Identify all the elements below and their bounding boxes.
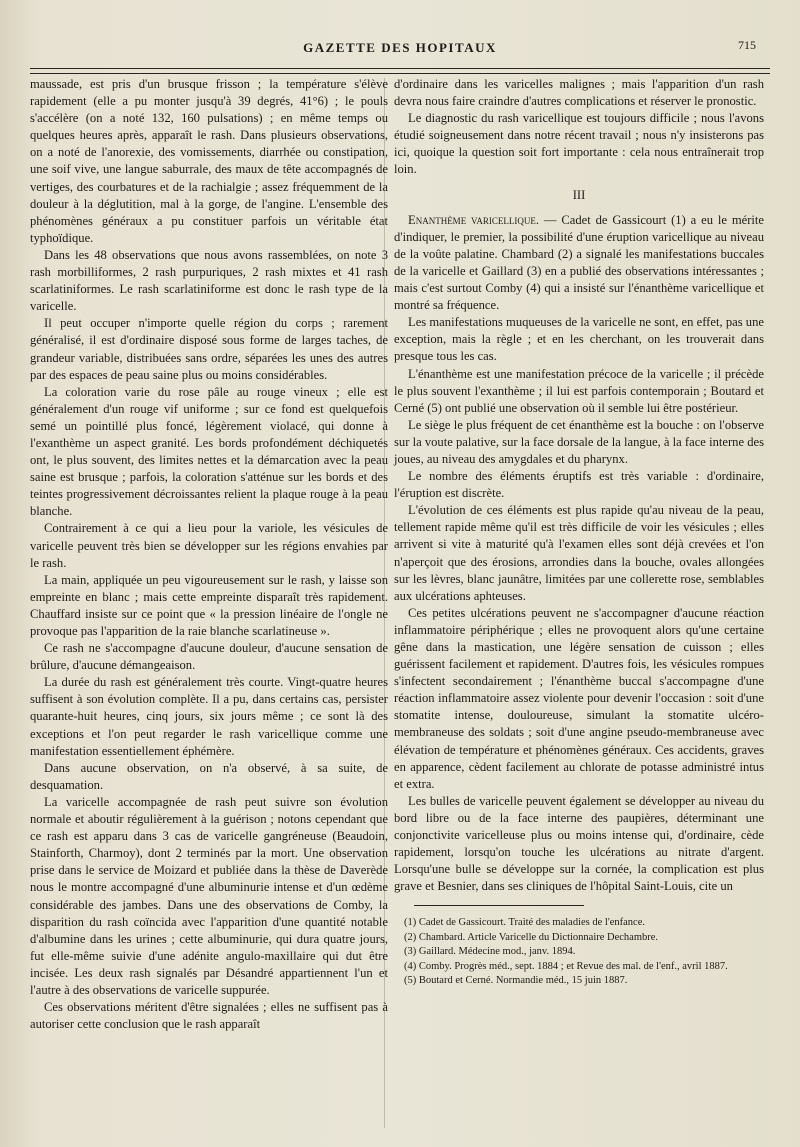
paragraph: Le nombre des éléments éruptifs est très variable : d'ordinaire, l'éruption est discrète. — [394, 469, 764, 501]
paragraph: Les manifestations muqueuses de la varicelle ne sont, en effet, pas une exception, mais la règle ; et en les cherchant, on les trouverait dans presque tous les cas. — [394, 315, 764, 364]
paragraph: Dans aucune observation, on n'a observé, à sa suite, de desquamation. — [30, 760, 388, 792]
footnotes — [394, 916, 764, 989]
paragraph: Les bulles de varicelle peuvent également se développer au niveau du bord libre ou de la face interne des paupières, déterminant une conjonctivite varicelleuse plus ou moins intense qui, d'ordinaire, cède rapidement, lorsqu'on touche les ulcérations au nitrate d'argent. Lorsqu'une bulle se développe sur la cornée, la complication est plus grave et Besnier, dans ses cliniques de l'hôpital Saint-Louis, cite un — [394, 793, 764, 894]
paragraph: L'évolution de ces éléments est plus rapide qu'au niveau de la peau, tellement rapide même qu'il est très difficile de voir les vésicules ; elles arrivent si vite à maturité qu'à l'examen elles sont déjà crevées et l'on n'aperçoit que des érosions, arrondies dans la bouche, ovales allongées sur les lèvres, blanc jaunâtre, limitées par une collerette rose, semblables aux ulcérations aphteuses. — [394, 503, 764, 603]
paragraph: Ces petites ulcérations peuvent ne s'accompagner d'aucune réaction inflammatoire périphérique ; elles ne provoquent alors qu'une certaine gêne dans la mastication, une légère sensation de cuisson ; elles guérissent facilement et rapidement. D'autres fois, les vésicules rompues s'infectent secondairement ; l'énanthème buccal s'accompagne d'une réaction inflammatoire assez violente pour devenir l'occasion : soit d'une stomatite intense, douloureuse, simulant la stomatite ulcéro-membraneuse des soldats ; soit d'une angine pseudo-membraneuse avec élévation de température et phénomènes généraux. Ces accidents, graves en apparence, cèdent facilement au chlorate de potasse administré intus et extra. — [394, 605, 764, 791]
section-first-paragraph — [394, 212, 764, 315]
left-column — [30, 76, 388, 1033]
paragraph: La varicelle accompagnée de rash peut suivre son évolution normale et aboutir régulièrement à la guérison ; notons cependant que ce rash est apparu dans 3 cas de varicelle gangréneuse (Beaudoin, Stainforth, Charmoy), dont 2 terminés par la mort. Une observation prise dans le service de Moizard et publiée dans la thèse de Daverède nous le montre accompagné d'une albuminurie intense et d'un œdème considérable des jambes. Dans une des observations de Comby, la disparition du rash coïncida avec l'apparition d'une quantité notable d'albumine dans les urines ; cette albuminurie, qui dura quatre jours, fut elle-même suivie d'une adénite angulo-maxillaire qui dut être incisée. Les deux rash signalés par Désandré appartiennent l'un et l'autre à des observations de varicelle suppurée. — [30, 794, 388, 997]
footnote: (3) Gaillard. Médecine mod., janv. 1894. — [404, 946, 576, 958]
page-header — [0, 38, 800, 60]
paragraph: Contrairement à ce qui a lieu pour la variole, les vésicules de varicelle peuvent très bien se développer sur les régions envahies par le rash. — [30, 521, 388, 570]
paragraph: d'ordinaire dans les varicelles malignes ; mais l'apparition d'un rash devra nous faire craindre d'autres complications et réserver le pronostic. — [394, 77, 764, 109]
right-column — [394, 76, 764, 989]
paragraph: maussade, est pris d'un brusque frisson ; la température s'élève rapidement (elle a pu monter jusqu'à 39 degrés, 41°6) ; le pouls s'accélère (on a noté 132, 160 pulsations) ; en même temps ou quelques heures après, apparaît le rash. Dans plusieurs observations, on a noté de l'anorexie, des vomissements, diarrhée ou constipation, une soif vive, une langue saburrale, des maux de tête accompagnés de vertiges, des courbatures et de la rachialgie ; assez fréquemment de la douleur à la déglutition, mal à la gorge, de l'angine. L'ensemble des phénomènes généraux a pu constituer parfois un véritable état typhoïdique. — [30, 77, 388, 245]
footnotes-rule — [414, 905, 584, 906]
paragraph: L'énanthème est une manifestation précoce de la varicelle ; il précède le plus souvent l'exanthème ; il lui est parfois contemporain ; Boutard et Cerné (5) ont publié une observation où il semble lui être postérieur. — [394, 366, 764, 415]
footnote: (2) Chambard. Article Varicelle du Dictionnaire Dechambre. — [404, 931, 659, 943]
paragraph: Ce rash ne s'accompagne d'aucune douleur, d'aucune sensation de brûlure, d'aucune démangeaison. — [30, 641, 388, 673]
paragraph: Il peut occuper n'importe quelle région du corps ; rarement généralisé, il est d'ordinaire disposé sous forme de larges taches, de grandeur variable, distribuées sans ordre, séparées les unes des autres par des espaces de peau saine plus ou moins considérables. — [30, 316, 388, 382]
footnote: (4) Comby. Progrès méd., sept. 1884 ; et Revue des mal. de l'enf., avril 1887. — [404, 960, 728, 972]
journal-title: GAZETTE DES HOPITAUX — [303, 40, 497, 55]
paragraph: La coloration varie du rose pâle au rouge vineux ; elle est généralement d'un rouge vif uniforme ; sur ce fond est quelquefois semé un pointillé plus foncé, légèrement violacé, qui donne à l'exanthème un aspect granité. Les bords profondément déchiquetés ont, le plus souvent, des limites nettes et la démarcation avec la peau saine est brusque ; parfois, la coloration s'atténue sur les bords et des teintes progressivement décroissantes relient la plaque rouge à la peau blanche. — [30, 384, 388, 519]
page-number: 715 — [738, 38, 756, 52]
paragraph: Dans les 48 observations que nous avons rassemblées, on note 3 rash morbilliformes, 2 rash purpuriques, 2 rash mixtes et 41 rash scarlatiniformes. Le rash scarlatiniforme est donc le rash type de la varicelle. — [30, 247, 388, 314]
section-heading: Enanthème varicellique. — [408, 212, 540, 227]
header-rule — [30, 68, 770, 74]
paragraph: Le siège le plus fréquent de cet énanthème est la bouche : on l'observe sur la voute palative, sur la face dorsale de la langue, à la face interne des joues, au niveau des amygdales et du pharynx. — [394, 417, 764, 466]
section-first-paragraph-text: — Cadet de Gassicourt (1) a eu le mérite d'indiquer, le premier, la possibilité d'une éruption varicellique au niveau de la voûte palatine. Chambard (2) a signalé les manifestations buccales de la varicelle et Gaillard (3) en a publié des observations intéressantes ; mais c'est surtout Comby (4) qui a insisté sur l'énanthème varicellique et montré sa fréquence. — [394, 212, 764, 313]
paragraph: La durée du rash est généralement très courte. Vingt-quatre heures suffisent à son évolution complète. Il a pu, dans certains cas, persister quarante-huit heures, cinq jours, six jours même ; ce sont là des exceptions et l'on peut regarder le rash varicellique comme une manifestation essentiellement éphémère. — [30, 675, 388, 758]
section-number: III — [572, 187, 586, 202]
paragraph: La main, appliquée un peu vigoureusement sur le rash, y laisse son empreinte en blanc ; mais cette empreinte disparaît très rapidement. Chauffard insiste sur ce point que « la pression linéaire de l'ongle ne provoque pas l'apparition de la raie blanche scarlatineuse ». — [30, 572, 388, 638]
paragraph: Le diagnostic du rash varicellique est toujours difficile ; nous l'avons étudié soigneusement dans notre récent travail ; nous n'y insisterons pas ici, quoique la question soit fort importante : cela nous entraînerait trop loin. — [394, 111, 764, 177]
footnote: (1) Cadet de Gassicourt. Traité des maladies de l'enfance. — [404, 917, 645, 929]
footnote: (5) Boutard et Cerné. Normandie méd., 15 juin 1887. — [404, 975, 628, 987]
paragraph: Ces observations méritent d'être signalées ; elles ne suffisent pas à autoriser cette conclusion que le rash apparaît — [30, 1000, 388, 1032]
